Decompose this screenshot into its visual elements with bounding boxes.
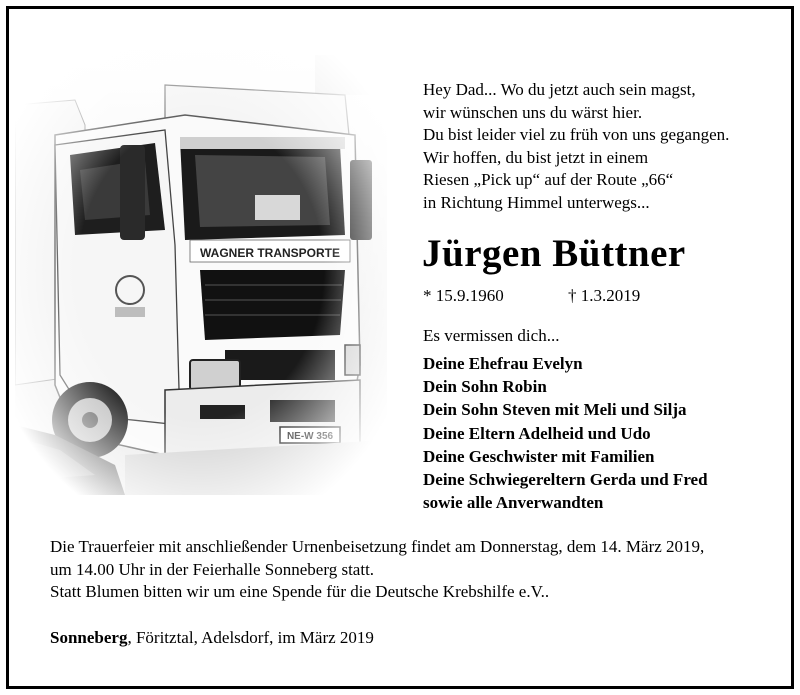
- death-date: † 1.3.2019: [568, 286, 641, 305]
- signoff-place: Sonneberg: [50, 628, 128, 647]
- poem-line: wir wünschen uns du wärst hier.: [423, 102, 643, 122]
- funeral-notice: [50, 536, 704, 604]
- mourner-item: Deine Geschwister mit Familien: [423, 446, 655, 466]
- life-dates: [423, 286, 641, 306]
- birth-date: * 15.9.1960: [423, 286, 504, 305]
- obituary-frame: [6, 6, 794, 689]
- mourner-item: Deine Ehefrau Evelyn: [423, 354, 583, 373]
- mourner-item: Dein Sohn Robin: [423, 377, 547, 397]
- mourner-item: Deine Schwiegereltern Gerda und Fred: [423, 470, 708, 490]
- poem-line: Wir hoffen, du bist jetzt in einem: [423, 147, 649, 167]
- poem-line: Hey Dad... Wo du jetzt auch sein magst,: [423, 80, 696, 99]
- mourner-item: Dein Sohn Steven mit Meli und Silja: [423, 400, 687, 420]
- poem-line: Riesen „Pick up“ auf der Route „66“: [423, 170, 674, 189]
- poem: [423, 79, 729, 214]
- mourners-list: [423, 352, 708, 514]
- signoff: [50, 628, 374, 648]
- mourner-item: sowie alle Anverwandten: [423, 493, 604, 513]
- deceased-name: Jürgen Büttner: [422, 232, 686, 275]
- missing-intro: Es vermissen dich...: [423, 326, 560, 345]
- notice-line: Die Trauerfeier mit anschließender Urnenbeisetzung findet am Donnerstag, dem 14. März 2019,: [50, 537, 705, 556]
- poem-line: in Richtung Himmel unterwegs...: [423, 192, 650, 212]
- poem-line: Du bist leider viel zu früh von uns gegangen.: [423, 125, 730, 144]
- notice-line: um 14.00 Uhr in der Feierhalle Sonneberg statt.: [50, 559, 375, 579]
- truck-photo: [15, 45, 387, 495]
- mourner-item: Deine Eltern Adelheid und Udo: [423, 423, 651, 443]
- signoff-rest: , Föritztal, Adelsdorf, im März 2019: [127, 628, 374, 647]
- notice-line: Statt Blumen bitten wir um eine Spende für die Deutsche Krebshilfe e.V..: [50, 582, 550, 601]
